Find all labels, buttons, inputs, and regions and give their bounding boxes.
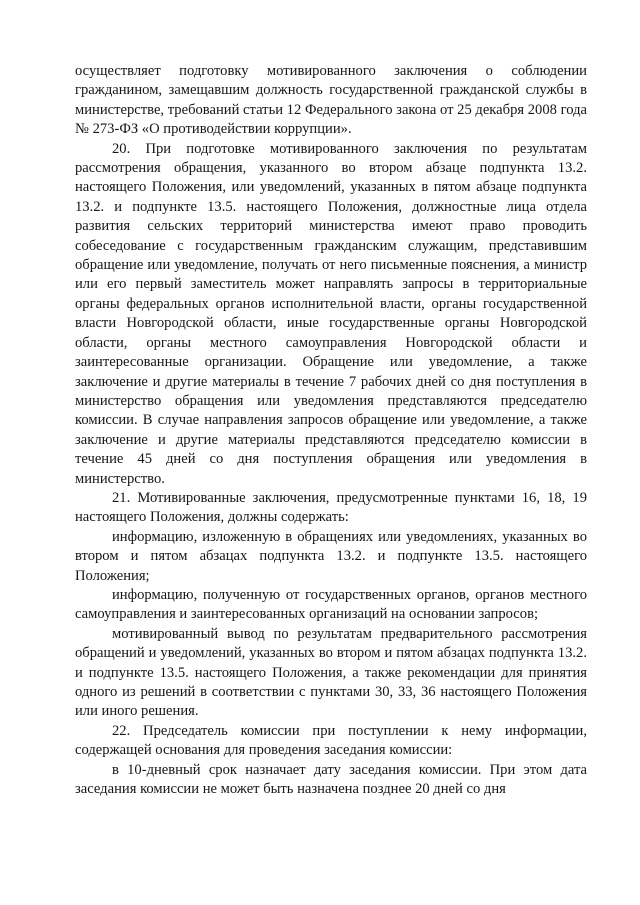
document-page (75, 62, 587, 799)
paragraph-continuation: осуществляет подготовку мотивированного заключения о соблюдении гражданином, замещавшим должность государственной гражданской службы в министерстве, требований статьи 12 Федерального закона от 25 декабря 2008 года № 273-ФЗ «О противодействии коррупции». (75, 63, 587, 138)
paragraph-21-item-information: информацию, изложенную в обращениях или уведомлениях, указанных во втором и пятом абзацах подпункта 13.2. и подпункте 13.5. настоящего Положения; (75, 528, 587, 584)
paragraph-21-item-motivated-conclusion: мотивированный вывод по результатам предварительного рассмотрения обращений и уведомлений, указанных во втором и пятом абзацах подпункта 13.2. и подпункте 13.5. настоящего Положения, а также рекомендации для принятия одного из решений в соответствии с пунктами 30, 33, 36 настоящего Положения или иного решения. (75, 625, 587, 720)
paragraph-20: 20. При подготовке мотивированного заключения по результатам рассмотрения обращения, указанного во втором абзаце подпункта 13.2. настоящего Положения, или уведомлений, указанных в пятом абзаце подпункта 13.2. и подпункте 13.5. настоящего Положения, должностные лица отдела развития сельских территорий министерства имеют право проводить собеседование с государственным гражданским служащим, представившим обращение или уведомление, получать от него письменные пояснения, а министр или его первый заместитель может направлять запросы в территориальные органы федеральных органов исполнительной власти, органы государственной власти Новгородской области, иные государственные органы Новгородской области, органы местного самоуправления Новгородской области и заинтересованные организации. Обращение или уведомление, а также заключение и другие материалы в течение 7 рабочих дней со дня поступления в министерство обращения или уведомления представляются председателю комиссии. В случае направления запросов обращение или уведомление, а также заключение и другие материалы представляются председателю комиссии в течение 45 дней со дня поступления обращения или уведомления в министерство. (75, 140, 587, 487)
paragraph-21: 21. Мотивированные заключения, предусмотренные пунктами 16, 18, 19 настоящего Положения, должны содержать: (75, 489, 587, 526)
paragraph-22: 22. Председатель комиссии при поступлении к нему информации, содержащей основания для проведения заседания комиссии: (75, 722, 587, 759)
paragraph-21-item-received-information: информацию, полученную от государственных органов, органов местного самоуправления и заинтересованных организаций на основании запросов; (75, 586, 587, 623)
paragraph-22-item-date: в 10-дневный срок назначает дату заседания комиссии. При этом дата заседания комиссии не может быть назначена позднее 20 дней со дня (75, 761, 587, 798)
